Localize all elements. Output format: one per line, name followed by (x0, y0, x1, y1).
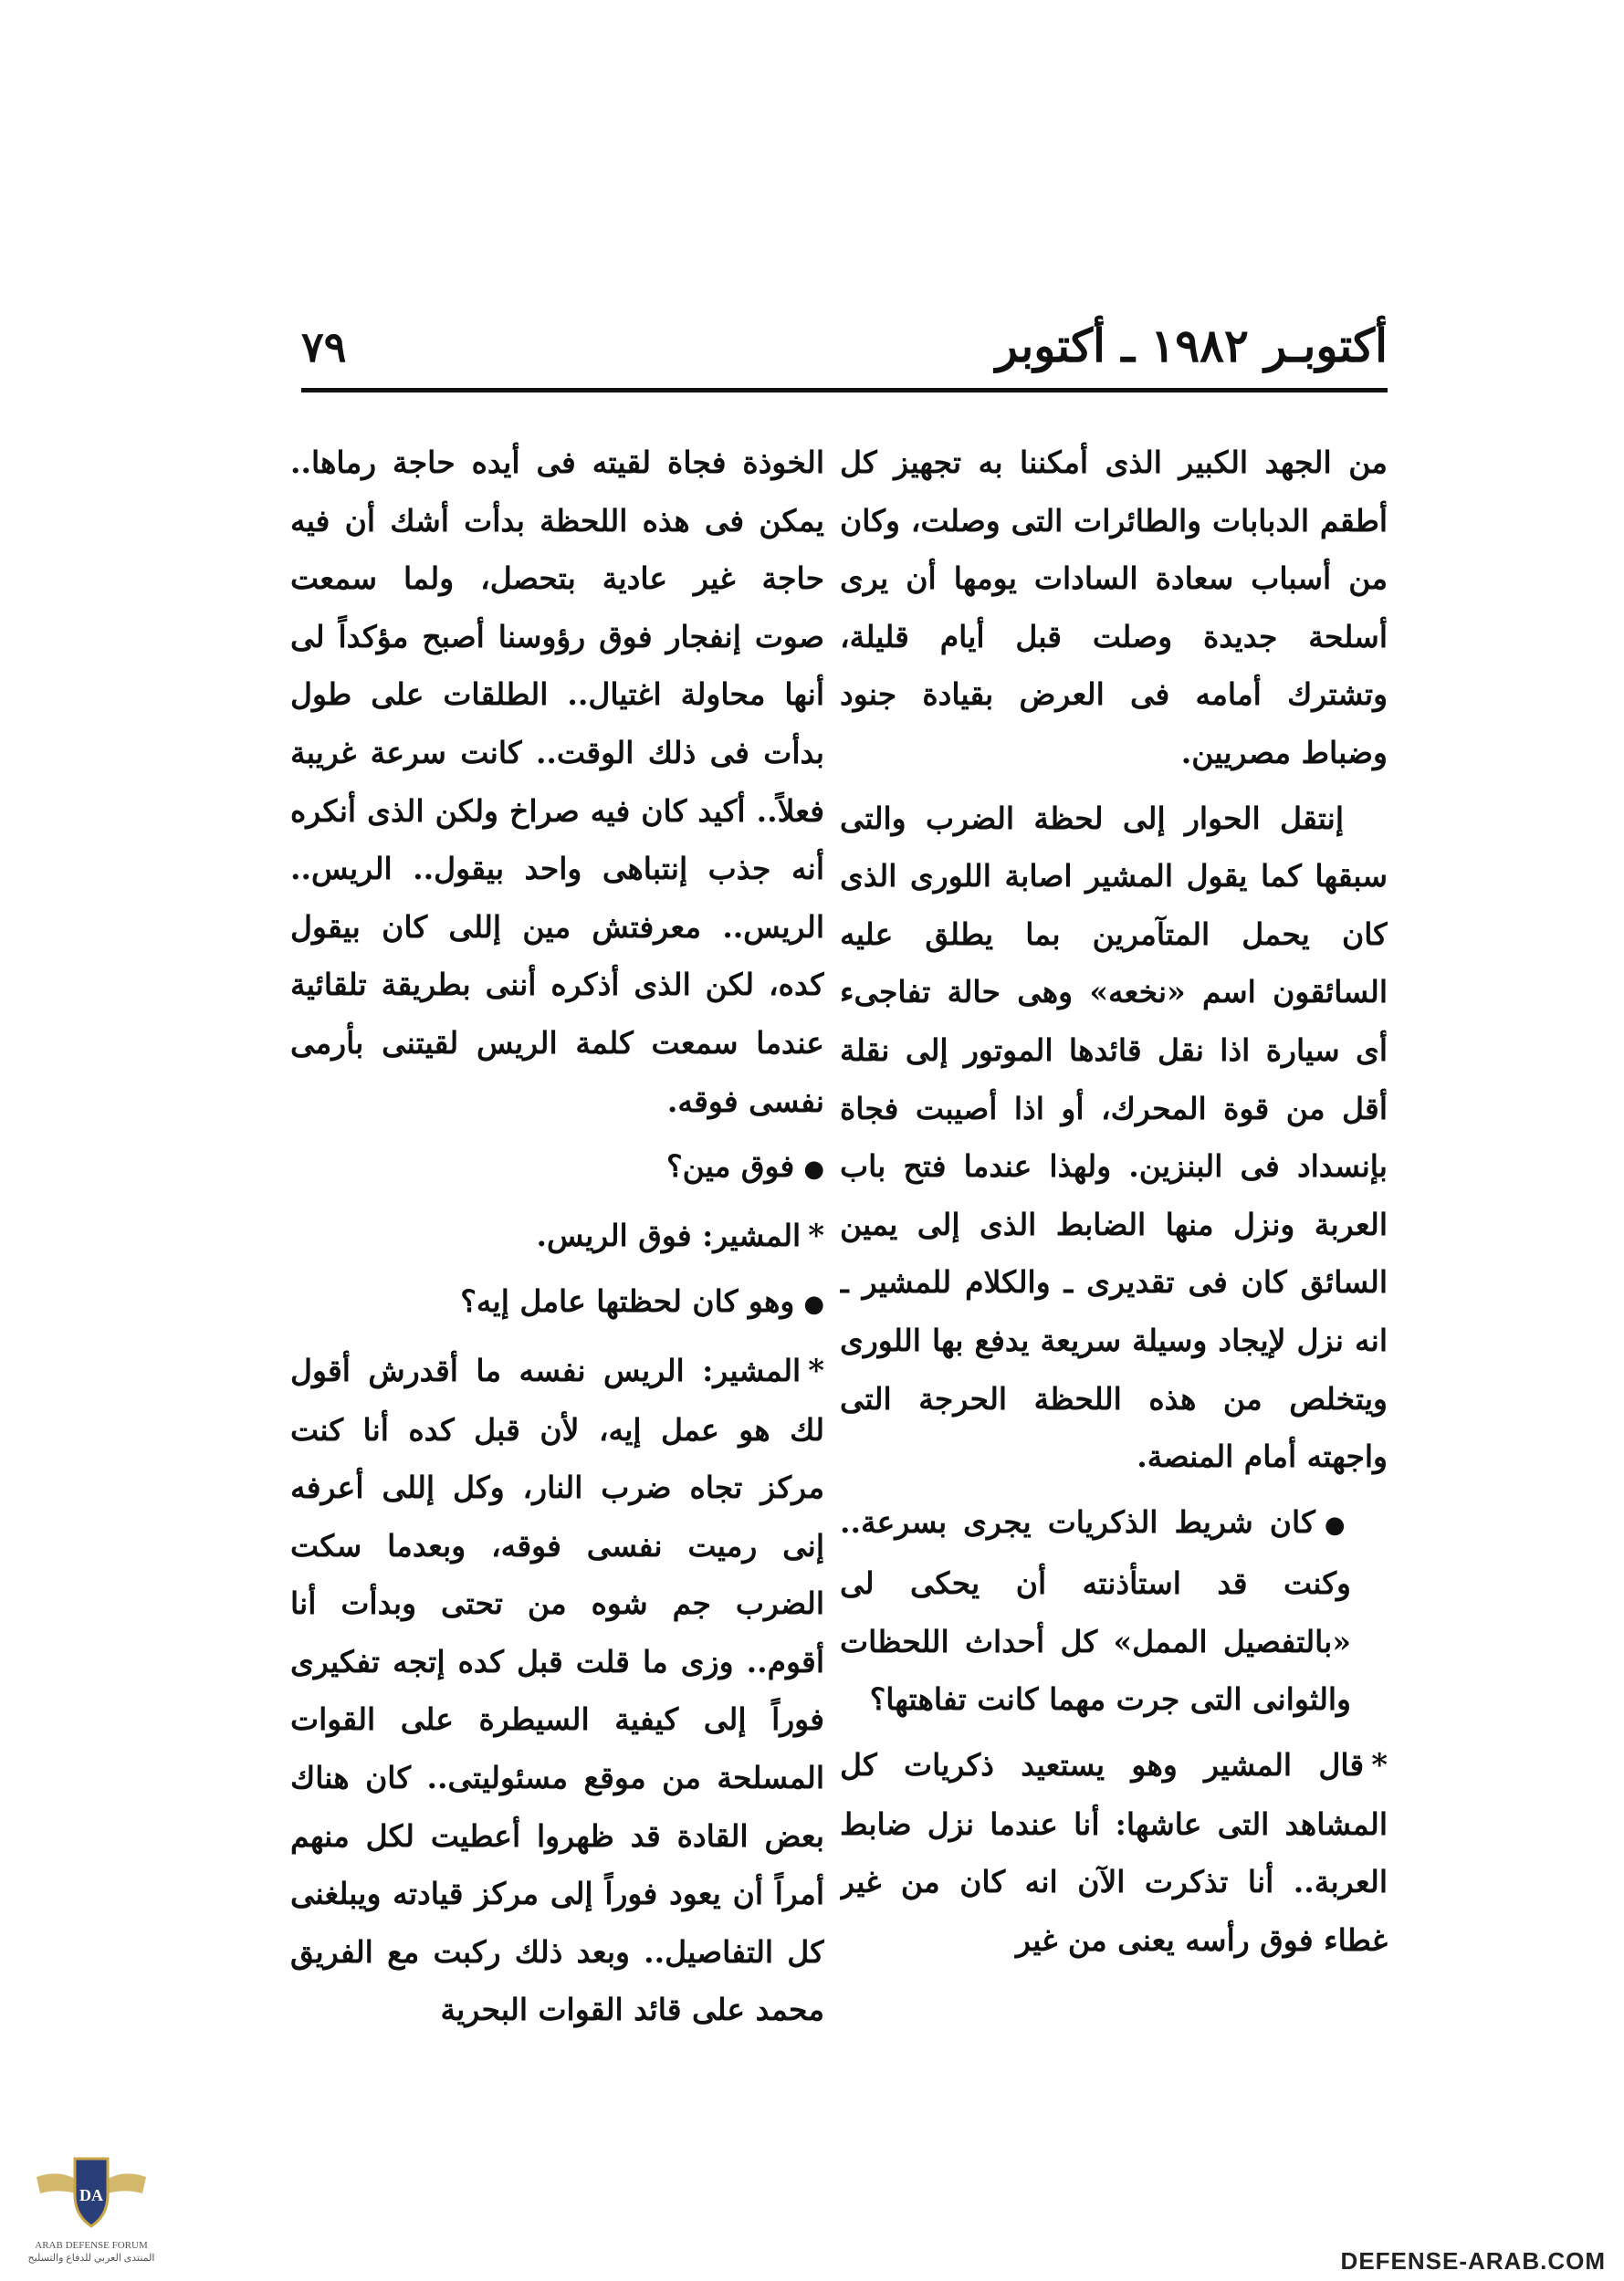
page-header (301, 315, 1388, 392)
star-text: المشير: فوق الريس. (536, 1217, 802, 1253)
bullet-icon: ● (1324, 1511, 1351, 1539)
star-icon: * (808, 1217, 824, 1254)
paragraph: من الجهد الكبير الذى أمكننا به تجهيز كل أطقم الدبابات والطائرات التى وصلت، وكان من أسباب سعادة السادات يومها أن يرى أسلحة جديدة وصلت قبل أيام قليلة، وتشترك أمامه فى العرض بقيادة جنود وضباط مصريين. (840, 445, 1388, 770)
bullet-icon: ● (803, 1291, 824, 1319)
bullet-item (290, 1272, 824, 1334)
star-icon: * (1371, 1747, 1388, 1784)
bullet-icon: ● (803, 1156, 824, 1184)
paragraph: إنتقل الحوار إلى لحظة الضرب والتى سبقها كما يقول المشير اصابة اللورى الذى كان يحمل المتآمرين بما يطلق عليه السائقون اسم «نخعه» وهى حالة تفاجىء أى سيارة اذا نقل قائدها الموتور إلى نقلة أقل من قوة المحرك، أو اذا أصيبت فجاة بإنسداد فى البنزين. ولهذا عندما فتح باب العربة ونزل منها الضابط الذى إلى يمين السائق كان فى تقديرى ـ والكلام للمشير ـ انه نزل لإيجاد وسيلة سريعة يدفع بها اللورى ويتخلص من هذه اللحظة الحرجة التى واجهته أمام المنصة. (840, 800, 1388, 1475)
running-title: أكتوبـر ١٩٨٢ ـ أكتوبر (995, 319, 1388, 372)
shield-wings-icon (27, 2140, 155, 2241)
bullet-text: وهو كان لحظتها عامل إيه؟ (460, 1283, 795, 1320)
star-icon: * (808, 1352, 824, 1389)
bullet-item (840, 1493, 1388, 1729)
right-text-column (840, 434, 1388, 2086)
logo-text: ARAB DEFENSE FORUM (35, 2240, 148, 2251)
left-text-column (290, 434, 824, 2086)
logo-subtext: المنتدى العربي للدفاع والتسليح (27, 2253, 155, 2264)
page-number: ٧٩ (301, 322, 347, 371)
star-text: قال المشير وهو يستعيد ذكريات كل المشاهد التى عاشها: أنا عندما نزل ضابط العربة.. أنا تذكرت الآن انه كان من غير غطاء فوق رأسه يعنى من غير (840, 1747, 1388, 1958)
star-item (840, 1736, 1388, 1969)
site-watermark: DEFENSE-ARAB.COM (1340, 2247, 1606, 2275)
bullet-item (290, 1137, 824, 1199)
star-text: المشير: الريس نفسه ما أقدرش أقول لك هو عمل إيه، لأن قبل كده أنا كنت مركز تجاه ضرب النار، وكل إللى أعرفه إنى رميت نفسى فوقه، وبعدما سكت الضرب جم شوه من تحتى وبدأت أنا أقوم.. وزى ما قلت قبل كده إتجه تفكيرى فوراً إلى كيفية السيطرة على القوات المسلحة من موقع مسئوليتى.. كان هناك بعض القادة قد ظهروا أعطيت لكل منهم أمراً أن يعود فوراً إلى مركز قيادته ويبلغنى كل التفاصيل.. وبعد ذلك ركبت مع الفريق محمد على قائد القوات البحرية (290, 1352, 824, 2028)
logo-caption (27, 2239, 155, 2265)
star-item (290, 1207, 824, 1266)
bullet-text: فوق مين؟ (666, 1148, 795, 1185)
paragraph: الخوذة فجاة لقيته فى أيده حاجة رماها.. يمكن فى هذه اللحظة بدأت أشك أن فيه حاجة غير عادية بتحصل، ولما سمعت صوت إنفجار فوق رؤوسنا أصبح مؤكداً لى أنها محاولة اغتيال.. الطلقات على طول بدأت فى ذلك الوقت.. كانت سرعة غريبة فعلاً.. أكيد كان فيه صراخ ولكن الذى أنكره أنه جذب إنتباهى واحد بيقول.. الريس.. الريس.. معرفتش مين إللى كان بيقول كده، لكن الذى أذكره أننى بطريقة تلقائية عندما سمعت كلمة الريس لقيتنى بأرمى نفسى فوقه. (290, 445, 824, 1119)
star-item (290, 1342, 824, 2039)
forum-logo (27, 2140, 155, 2277)
logo-name: DA (79, 2186, 103, 2204)
bullet-text: كان شريط الذكريات يجرى بسرعة.. وكنت قد استأذنته أن يحكى لى «بالتفصيل الممل» كل أحداث اللحظات والثوانى التى جرت مهما كانت تفاهتها؟ (840, 1503, 1351, 1718)
